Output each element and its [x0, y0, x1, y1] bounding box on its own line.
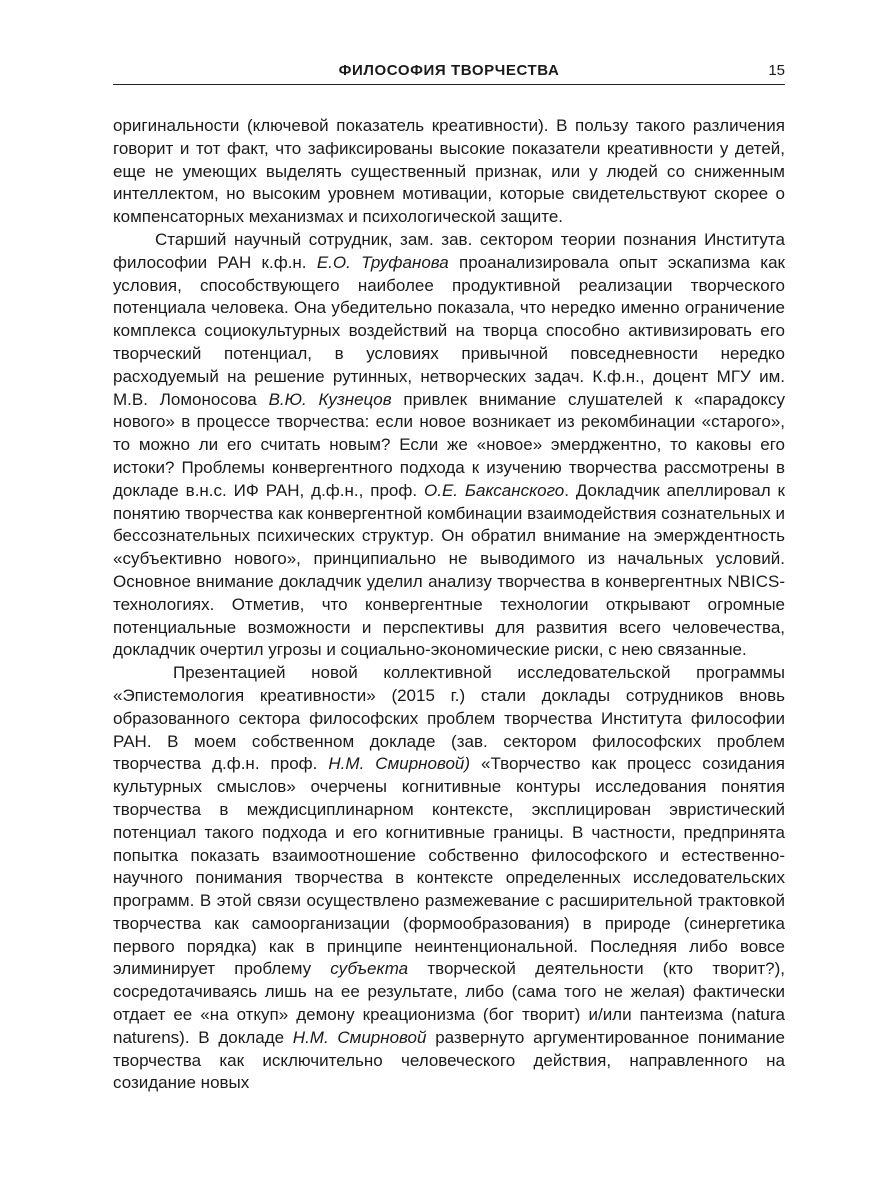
paragraph-1-text: оригинальности (ключевой показатель креативности). В пользу такого различения говорит и тот факт, что зафиксированы высокие показатели креативности у детей, еще не умеющих выделять существенный признак, или у людей со сниженным интеллектом, но высоким уровнем мотивации, которые свидетельствуют скорее о компенсаторных механизмах и психологической защите. — [113, 116, 785, 227]
person-name-smirnova: Н.М. Смирновой) — [328, 754, 471, 774]
paragraph-3-text-1: Презентацией новой коллективной исследовательской программы «Эпистемология креативности» (2015 г.) стали доклады сотрудников вновь образованного сектора философских проблем творчества Института философии РАН. В моем собственном докладе (зав. сектором философских проблем творчества д.ф.н. проф. — [113, 663, 785, 774]
paragraph-3-text-3: творческой деятельности (кто творит?), сосредотачиваясь лишь на ее результате, либо (сама того не желая) фактически отдает ее «на откуп» демону креационизма (бог творит) и/или пантеизма (natura naturens). В докладе — [113, 959, 785, 1047]
paragraph-1 — [113, 115, 785, 229]
page-header — [113, 60, 785, 85]
paragraph-2-text-4: . Докладчик апеллировал к понятию творчества как конвергентной комбинации взаимодействия сознательных и бессознательных психических структур. Он обратил внимание на эмерждентность «субъективно нового», принципиально не выводимого из начальных условий. Основное внимание докладчик уделил анализу творчества в конвергентных NBICS-технологиях. Отметив, что конвергентные технологии открывают огромные потенциальные возможности и перспективы для развития всего человечества, докладчик очертил угрозы и социально-экономические риски, с нею связанные. — [113, 480, 785, 660]
person-name-baksansky: О.Е. Баксанского — [424, 480, 565, 500]
paragraph-3-text-2: «Творчество как процесс созидания культурных смыслов» очерчены когнитивные контуры исследования понятия творчества в междисциплинарном контексте, эксплицирован эвристический потенциал такого подхода и его когнитивные границы. В частности, предпринята попытка показать взаимоотношение собственно философского и естественно-научного понимания творчества в контексте определенных исследовательских программ. В этой связи осуществлено размежевание с расширительной трактовкой творчества как самоорганизации (формообразования) в природе (синергетика первого порядка) как в принципе неинтенциональной. Последняя либо вовсе элиминирует проблему — [113, 754, 785, 979]
person-name-kuznetsov: В.Ю. Кузнецов — [268, 389, 392, 409]
paragraph-3-text-4: развернуто аргументированное понимание творчества как исключительно человеческого действия, направленного на созидание новых — [113, 1027, 785, 1093]
paragraph-2 — [113, 229, 785, 662]
paragraph-2-text-2: проанализировала опыт эскапизма как условия, способствующего наиболее продуктивной реализации творческого потенциала человека. Она убедительно показала, что нередко именно ограничение комплекса социокультурных воздействий на творца способно активизировать его творческий потенциал, в условиях привычной повседневности нередко расходуемый на решение рутинных, нетворческих задач. К.ф.н., доцент МГУ им. М.В. Ломоносова — [113, 252, 785, 409]
paragraph-2-text-1: Старший научный сотрудник, зам. зав. сектором теории познания Института философии РАН к.ф.н. — [113, 229, 785, 272]
body-text — [113, 115, 785, 1095]
person-name-smirnova-2: Н.М. Смирновой — [292, 1027, 427, 1047]
page-number: 15 — [768, 62, 785, 79]
paragraph-2-text-3: привлек внимание слушателей к «парадоксу нового» в процессе творчества: если новое возникает из рекомбинации «старого», то можно ли его считать новым? Если же «новое» эмерджентно, то каковы его истоки? Проблемы конвергентного подхода к изучению творчества рассмотрены в докладе в.н.с. ИФ РАН, д.ф.н., проф. — [113, 389, 785, 500]
paragraph-3 — [113, 662, 785, 1095]
term-subject: субъекта — [330, 959, 409, 979]
running-title: ФИЛОСОФИЯ ТВОРЧЕСТВА — [338, 62, 560, 79]
person-name-trufanova: Е.О. Труфанова — [316, 252, 449, 272]
